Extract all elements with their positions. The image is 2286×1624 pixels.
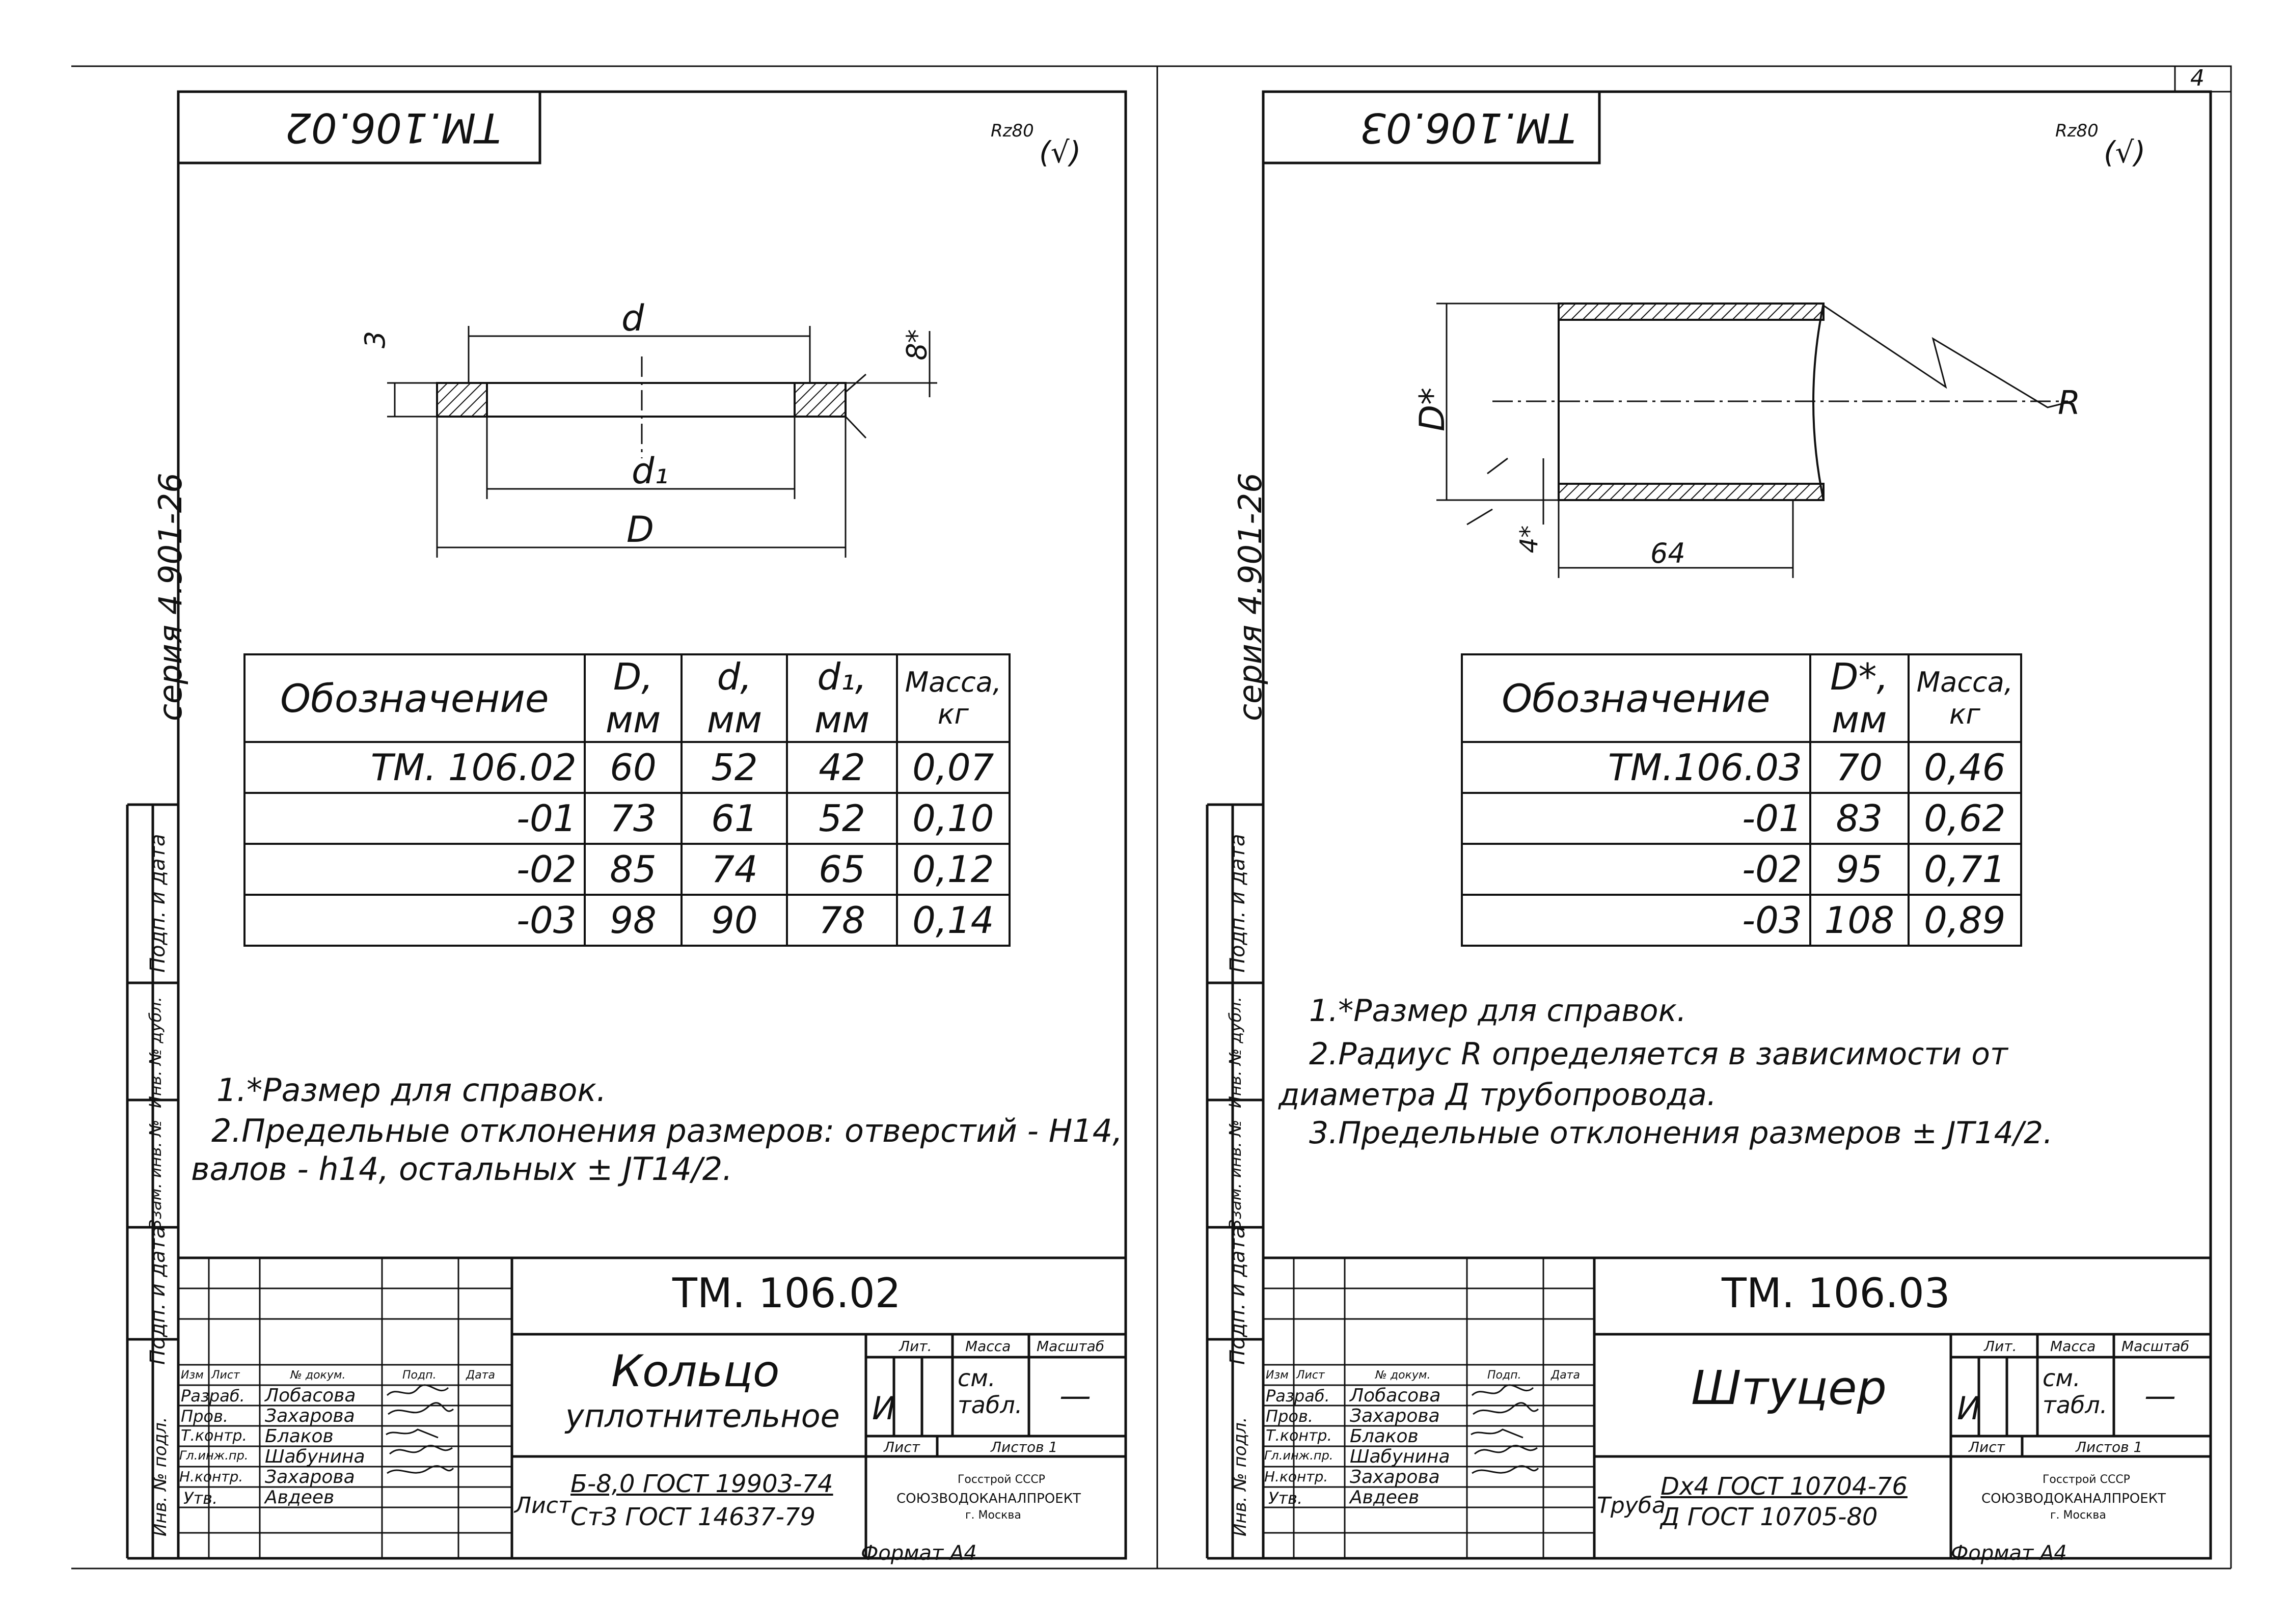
left-cell: 52 bbox=[682, 742, 787, 793]
right-cell: -03 bbox=[1462, 895, 1810, 946]
right-side-label: Инв. № подл. bbox=[1230, 1417, 1250, 1536]
left-roughness: Rz80 bbox=[991, 121, 1034, 141]
right-dim-4: 4* bbox=[1515, 525, 1544, 554]
left-th-designation: Обозначение bbox=[244, 654, 585, 742]
left-tb-col-header: Изм bbox=[181, 1369, 204, 1382]
right-side-label: Подп. и дата bbox=[1226, 834, 1249, 973]
left-dim-3: 3 bbox=[359, 331, 392, 349]
right-th-designation: Обозначение bbox=[1462, 654, 1810, 742]
right-tb-col-header: Подп. bbox=[1487, 1369, 1521, 1382]
right-cell: 70 bbox=[1810, 742, 1909, 793]
right-roughness-mark: (√) bbox=[2104, 135, 2146, 170]
right-tb-org-2: СОЮЗВОДОКАНАЛПРОЕКТ bbox=[1981, 1491, 2166, 1506]
right-cell: 83 bbox=[1810, 793, 1909, 844]
right-side-label: Инв. № дубл. bbox=[1226, 997, 1245, 1108]
right-cell: 0,62 bbox=[1909, 793, 2021, 844]
right-tb-col-header: Изм bbox=[1266, 1369, 1289, 1382]
left-cell: 52 bbox=[787, 793, 896, 844]
left-tb-scale-header: Масштаб bbox=[1037, 1338, 1105, 1355]
right-roughness: Rz80 bbox=[2055, 121, 2099, 141]
right-tb-col-header: Лист bbox=[1296, 1369, 1325, 1382]
left-parts-table bbox=[243, 653, 1011, 947]
right-tb-col-header: Дата bbox=[1551, 1369, 1580, 1382]
left-tb-name-2: уплотнительное bbox=[565, 1397, 840, 1435]
left-series: серия 4.901-26 bbox=[152, 473, 189, 721]
left-person-role: Н.контр. bbox=[179, 1468, 243, 1485]
right-person-name: Блаков bbox=[1350, 1426, 1419, 1447]
right-person-name: Захарова bbox=[1350, 1467, 1440, 1488]
left-cell: 0,12 bbox=[897, 844, 1010, 895]
left-dim-D: D bbox=[627, 509, 654, 550]
left-th-d: d, мм bbox=[682, 654, 787, 742]
left-signatures bbox=[382, 1383, 458, 1490]
right-tb-code: ТМ. 106.03 bbox=[1722, 1270, 1950, 1317]
left-cell: 0,07 bbox=[897, 742, 1010, 793]
right-tb-name-1: Штуцер bbox=[1691, 1361, 1887, 1415]
right-tb-material-2: Д ГОСТ 10705-80 bbox=[1661, 1503, 1878, 1531]
left-tb-material-2: Ст3 ГОСТ 14637-79 bbox=[570, 1503, 815, 1531]
left-cell: 0,14 bbox=[897, 895, 1010, 946]
left-tb-lit-value: И bbox=[872, 1390, 896, 1427]
right-person-name: Авдеев bbox=[1350, 1487, 1420, 1508]
left-tb-col-header: № докум. bbox=[290, 1369, 346, 1382]
left-person-role: Гл.инж.пр. bbox=[179, 1448, 249, 1463]
left-tb-lit-header: Лит. bbox=[899, 1338, 932, 1355]
left-tb-mass-header: Масса bbox=[965, 1338, 1011, 1355]
left-cell: 42 bbox=[787, 742, 896, 793]
left-cell: 90 bbox=[682, 895, 787, 946]
left-tb-material-1: Б-8,0 ГОСТ 19903-74 bbox=[570, 1470, 833, 1498]
left-note-2: 2.Предельные отклонения размеров: отверстий - Н14, bbox=[211, 1112, 1123, 1149]
left-tb-col-header: Подп. bbox=[402, 1369, 437, 1382]
left-cell: -03 bbox=[244, 895, 585, 946]
page-corner-number: 4 bbox=[2190, 65, 2205, 91]
right-tb-org-3: г. Москва bbox=[2050, 1509, 2106, 1522]
left-person-name: Захарова bbox=[265, 1467, 355, 1488]
left-tb-material-prefix: Лист bbox=[514, 1493, 572, 1519]
right-tb-material-prefix: Труба bbox=[1597, 1493, 1666, 1519]
left-person-name: Авдеев bbox=[265, 1487, 335, 1508]
ring-section-drawing bbox=[387, 326, 937, 558]
right-series: серия 4.901-26 bbox=[1232, 473, 1269, 721]
left-th-d1: d₁, мм bbox=[787, 654, 896, 742]
left-cell: 0,10 bbox=[897, 793, 1010, 844]
left-person-name: Лобасова bbox=[265, 1385, 356, 1406]
right-cell: ТМ.106.03 bbox=[1462, 742, 1810, 793]
right-side-label: Подп. и дата bbox=[1226, 1226, 1249, 1365]
right-note-4: 3.Предельные отклонения размеров ± JT14/2. bbox=[1309, 1115, 2053, 1151]
right-dim-R: R bbox=[2058, 384, 2081, 422]
right-tb-lit-value: И bbox=[1957, 1390, 1981, 1427]
right-dim-D: D* bbox=[1412, 387, 1453, 432]
left-dim-8: 8* bbox=[901, 329, 933, 361]
right-dim-64: 64 bbox=[1650, 537, 1685, 569]
left-person-name: Захарова bbox=[265, 1406, 355, 1426]
right-th-mass: Масса, кг bbox=[1909, 654, 2021, 742]
left-note-3: валов - h14, остальных ± JT14/2. bbox=[191, 1150, 732, 1188]
left-dim-d: d bbox=[621, 297, 644, 339]
left-person-role: Утв. bbox=[183, 1489, 218, 1508]
left-person-name: Шабунина bbox=[265, 1446, 365, 1467]
left-th-mass: Масса, кг bbox=[897, 654, 1010, 742]
right-cell: 0,71 bbox=[1909, 844, 2021, 895]
right-note-3: диаметра Д трубопровода. bbox=[1278, 1077, 1717, 1113]
left-tb-org-3: г. Москва bbox=[965, 1509, 1021, 1522]
left-tb-org-2: СОЮЗВОДОКАНАЛПРОЕКТ bbox=[896, 1491, 1081, 1506]
left-side-label: Подп. и дата bbox=[146, 834, 170, 973]
left-cell: 73 bbox=[585, 793, 682, 844]
right-cell: 108 bbox=[1810, 895, 1909, 946]
left-cell: 85 bbox=[585, 844, 682, 895]
left-person-role: Разраб. bbox=[181, 1386, 245, 1406]
right-cell: -02 bbox=[1462, 844, 1810, 895]
left-tb-org-1: Госстрой СССР bbox=[958, 1473, 1045, 1486]
left-person-role: Пров. bbox=[181, 1407, 228, 1426]
right-person-role: Разраб. bbox=[1266, 1386, 1330, 1406]
left-roughness-mark: (√) bbox=[1039, 135, 1081, 170]
left-cell: 98 bbox=[585, 895, 682, 946]
right-th-D: D*, мм bbox=[1810, 654, 1909, 742]
left-top-code: ТМ.106.02 bbox=[285, 104, 501, 151]
left-cell: 65 bbox=[787, 844, 896, 895]
left-tb-scale-value: — bbox=[1059, 1377, 1091, 1414]
right-person-role: Гл.инж.пр. bbox=[1264, 1448, 1334, 1463]
right-side-label: Взам. инв. № bbox=[1226, 1119, 1245, 1230]
left-person-name: Блаков bbox=[265, 1426, 334, 1447]
right-person-role: Т.контр. bbox=[1266, 1427, 1332, 1445]
left-side-label: Взам. инв. № bbox=[146, 1119, 165, 1230]
right-cell: -01 bbox=[1462, 793, 1810, 844]
right-tb-scale-value: — bbox=[2144, 1377, 2176, 1414]
left-side-label: Инв. № подл. bbox=[150, 1417, 171, 1536]
left-side-label: Подп. и дата bbox=[146, 1226, 170, 1365]
left-tb-col-header: Дата bbox=[466, 1369, 495, 1382]
right-cell: 0,46 bbox=[1909, 742, 2021, 793]
right-tb-scale-header: Масштаб bbox=[2121, 1338, 2190, 1355]
right-tb-mass-header: Масса bbox=[2050, 1338, 2096, 1355]
left-dim-d1: d₁ bbox=[632, 450, 669, 492]
left-tb-col-header: Лист bbox=[211, 1369, 240, 1382]
left-note-1: 1.*Размер для справок. bbox=[216, 1071, 607, 1109]
right-tb-org-1: Госстрой СССР bbox=[2043, 1473, 2130, 1486]
right-cell: 95 bbox=[1810, 844, 1909, 895]
right-person-name: Захарова bbox=[1350, 1406, 1440, 1426]
right-person-role: Утв. bbox=[1268, 1489, 1303, 1508]
right-signatures bbox=[1467, 1383, 1543, 1490]
right-tb-format: Формат А4 bbox=[1951, 1542, 2067, 1565]
left-side-label: Инв. № дубл. bbox=[146, 997, 165, 1108]
right-person-role: Пров. bbox=[1266, 1407, 1313, 1426]
left-tb-format: Формат А4 bbox=[861, 1542, 977, 1565]
right-person-name: Шабунина bbox=[1350, 1446, 1450, 1467]
right-tb-lit-header: Лит. bbox=[1984, 1338, 2017, 1355]
right-tb-material-1: Dх4 ГОСТ 10704-76 bbox=[1661, 1472, 1908, 1501]
left-tb-sheet-label: Лист bbox=[884, 1439, 920, 1455]
right-note-1: 1.*Размер для справок. bbox=[1309, 993, 1686, 1029]
left-cell: 74 bbox=[682, 844, 787, 895]
left-tb-code: ТМ. 106.02 bbox=[672, 1270, 901, 1317]
left-cell: 78 bbox=[787, 895, 896, 946]
left-cell: ТМ. 106.02 bbox=[244, 742, 585, 793]
right-cell: 0,89 bbox=[1909, 895, 2021, 946]
left-person-role: Т.контр. bbox=[181, 1427, 248, 1445]
left-cell: -01 bbox=[244, 793, 585, 844]
right-top-code: ТМ.106.03 bbox=[1360, 104, 1576, 151]
right-tb-mass-value: см. табл. bbox=[2043, 1364, 2108, 1419]
right-person-role: Н.контр. bbox=[1264, 1468, 1328, 1485]
left-cell: 60 bbox=[585, 742, 682, 793]
right-tb-sheet-label: Лист bbox=[1969, 1439, 2005, 1455]
right-tb-col-header: № докум. bbox=[1375, 1369, 1431, 1382]
left-tb-name-1: Кольцо bbox=[611, 1346, 780, 1397]
left-tb-mass-value: см. табл. bbox=[958, 1364, 1023, 1419]
left-th-D: D, мм bbox=[585, 654, 682, 742]
right-tb-sheets-label: Листов 1 bbox=[2076, 1439, 2143, 1455]
right-note-2: 2.Радиус R определяется в зависимости от bbox=[1309, 1036, 2008, 1072]
right-parts-table bbox=[1461, 653, 2022, 947]
left-cell: 61 bbox=[682, 793, 787, 844]
left-tb-sheets-label: Листов 1 bbox=[991, 1439, 1058, 1455]
left-cell: -02 bbox=[244, 844, 585, 895]
right-person-name: Лобасова bbox=[1350, 1385, 1441, 1406]
